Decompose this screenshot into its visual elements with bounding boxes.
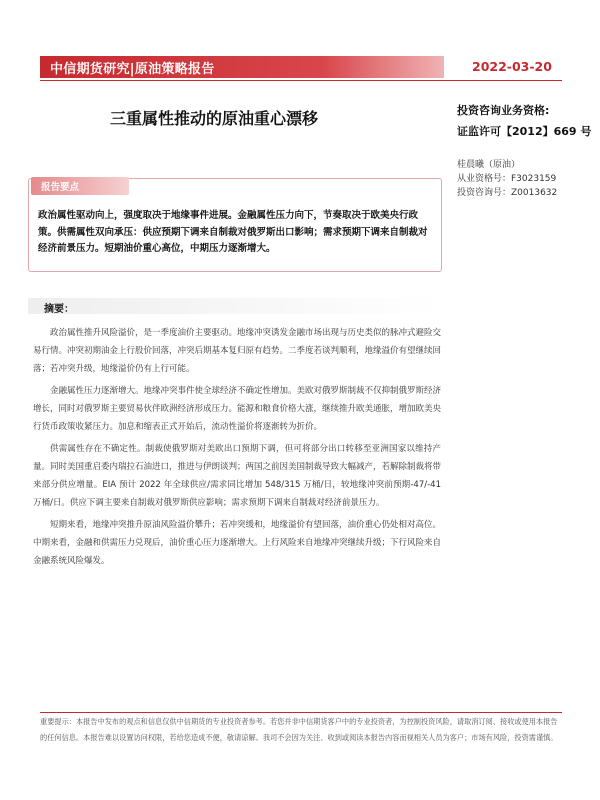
summary-label: 报告要点 (41, 182, 80, 193)
footer-divider (40, 712, 562, 713)
qualification-line2: 证监许可【2012】669 号 (457, 125, 592, 138)
analyst-name: 桂晨曦（原油） (457, 160, 521, 170)
analyst-practice-no: 从业资格号：F3023159 (457, 174, 557, 184)
abstract-label: 摘要： (44, 304, 74, 315)
page-title: 三重属性推动的原油重心漂移 (110, 109, 319, 128)
abstract-paragraph: 供需属性存在不确定性。制裁使俄罗斯对美欧出口预期下调，但可将部分出口转移至亚洲国家以维持产量。同时美国重启委内瑞拉石油进口，推进与伊朗谈判；两国之前因美国制裁导致大幅减产，若解除制裁将带来部分供应增量。EIA 预计 2022 年全球供应/需求同比增加 548/315 万桶/日，较地缘冲突前预期-47/-41 万桶/日。供应下调主要来自制裁对俄罗斯供应影响；需求预期下调来自制裁对经济前景压力。 (33, 444, 442, 508)
analyst-block (457, 158, 557, 200)
abstract-label-background (28, 298, 440, 314)
summary-text: 政治属性驱动向上，强度取决于地缘事件进展。金融属性压力向下，节奏取决于欧美央行政策。供需属性双向承压：供应预期下调来自制裁对俄罗斯出口影响；需求预期下调来自制裁对经济前景压力。短期油价重心高位，中期压力逐渐增大。 (38, 210, 428, 254)
abstract-paragraph: 政治属性推升风险溢价，是一季度油价主要驱动。地缘冲突诱发金融市场出现与历史类似的脉冲式避险交易行情。冲突初期油金上行股价回落，冲突后期基本复归原有趋势。二季度若谈判顺利，地缘溢价有望继续回落；若冲突升级，地缘溢价仍有上行可能。 (33, 328, 442, 374)
qualification-block (457, 100, 591, 142)
analyst-consult-no: 投资咨询号：Z0013632 (457, 188, 558, 198)
abstract-body (33, 324, 441, 574)
footer-disclaimer: 重要提示：本报告中发布的观点和信息仅供中信期货的专业投资者参考。若您并非中信期货客户中的专业投资者，为控制投资风险，请取消订阅、接收或使用本报告的任何信息。本报告难以设置访问权限，若给您造成不便，敬请谅解。我司不会因为关注、收到或阅读本报告内容而视相关人员为客户；市场有风险，投资需谨慎。 (40, 717, 558, 742)
summary-tab (31, 177, 129, 195)
abstract-paragraph: 短期来看，地缘冲突推升原油风险溢价攀升；若冲突缓和，地缘溢价有望回落，油价重心仍处相对高位。中期来看，金融和供需压力兑现后，油价重心压力逐渐增大。上行风险来自地缘冲突继续升级；下行风险来自金融系统风险爆发。 (33, 520, 442, 566)
report-date: 2022-03-20 (472, 59, 552, 74)
qualification-line1: 投资咨询业务资格: (457, 104, 550, 117)
report-brand: 中信期货研究|原油策略报告 (50, 62, 215, 77)
header-divider (40, 80, 562, 81)
abstract-paragraph: 金融属性压力逐渐增大。地缘冲突事件使全球经济不确定性增加。美欧对俄罗斯制裁不仅抑制俄罗斯经济增长，同时对俄罗斯主要贸易伙伴欧洲经济形成压力。能源和粮食价格大涨，继续推升欧美通胀，增加欧美央行货币政策收紧压力。加息和缩表正式开始后，流动性溢价将逐渐转为折价。 (33, 386, 442, 432)
report-header-banner (40, 56, 444, 78)
